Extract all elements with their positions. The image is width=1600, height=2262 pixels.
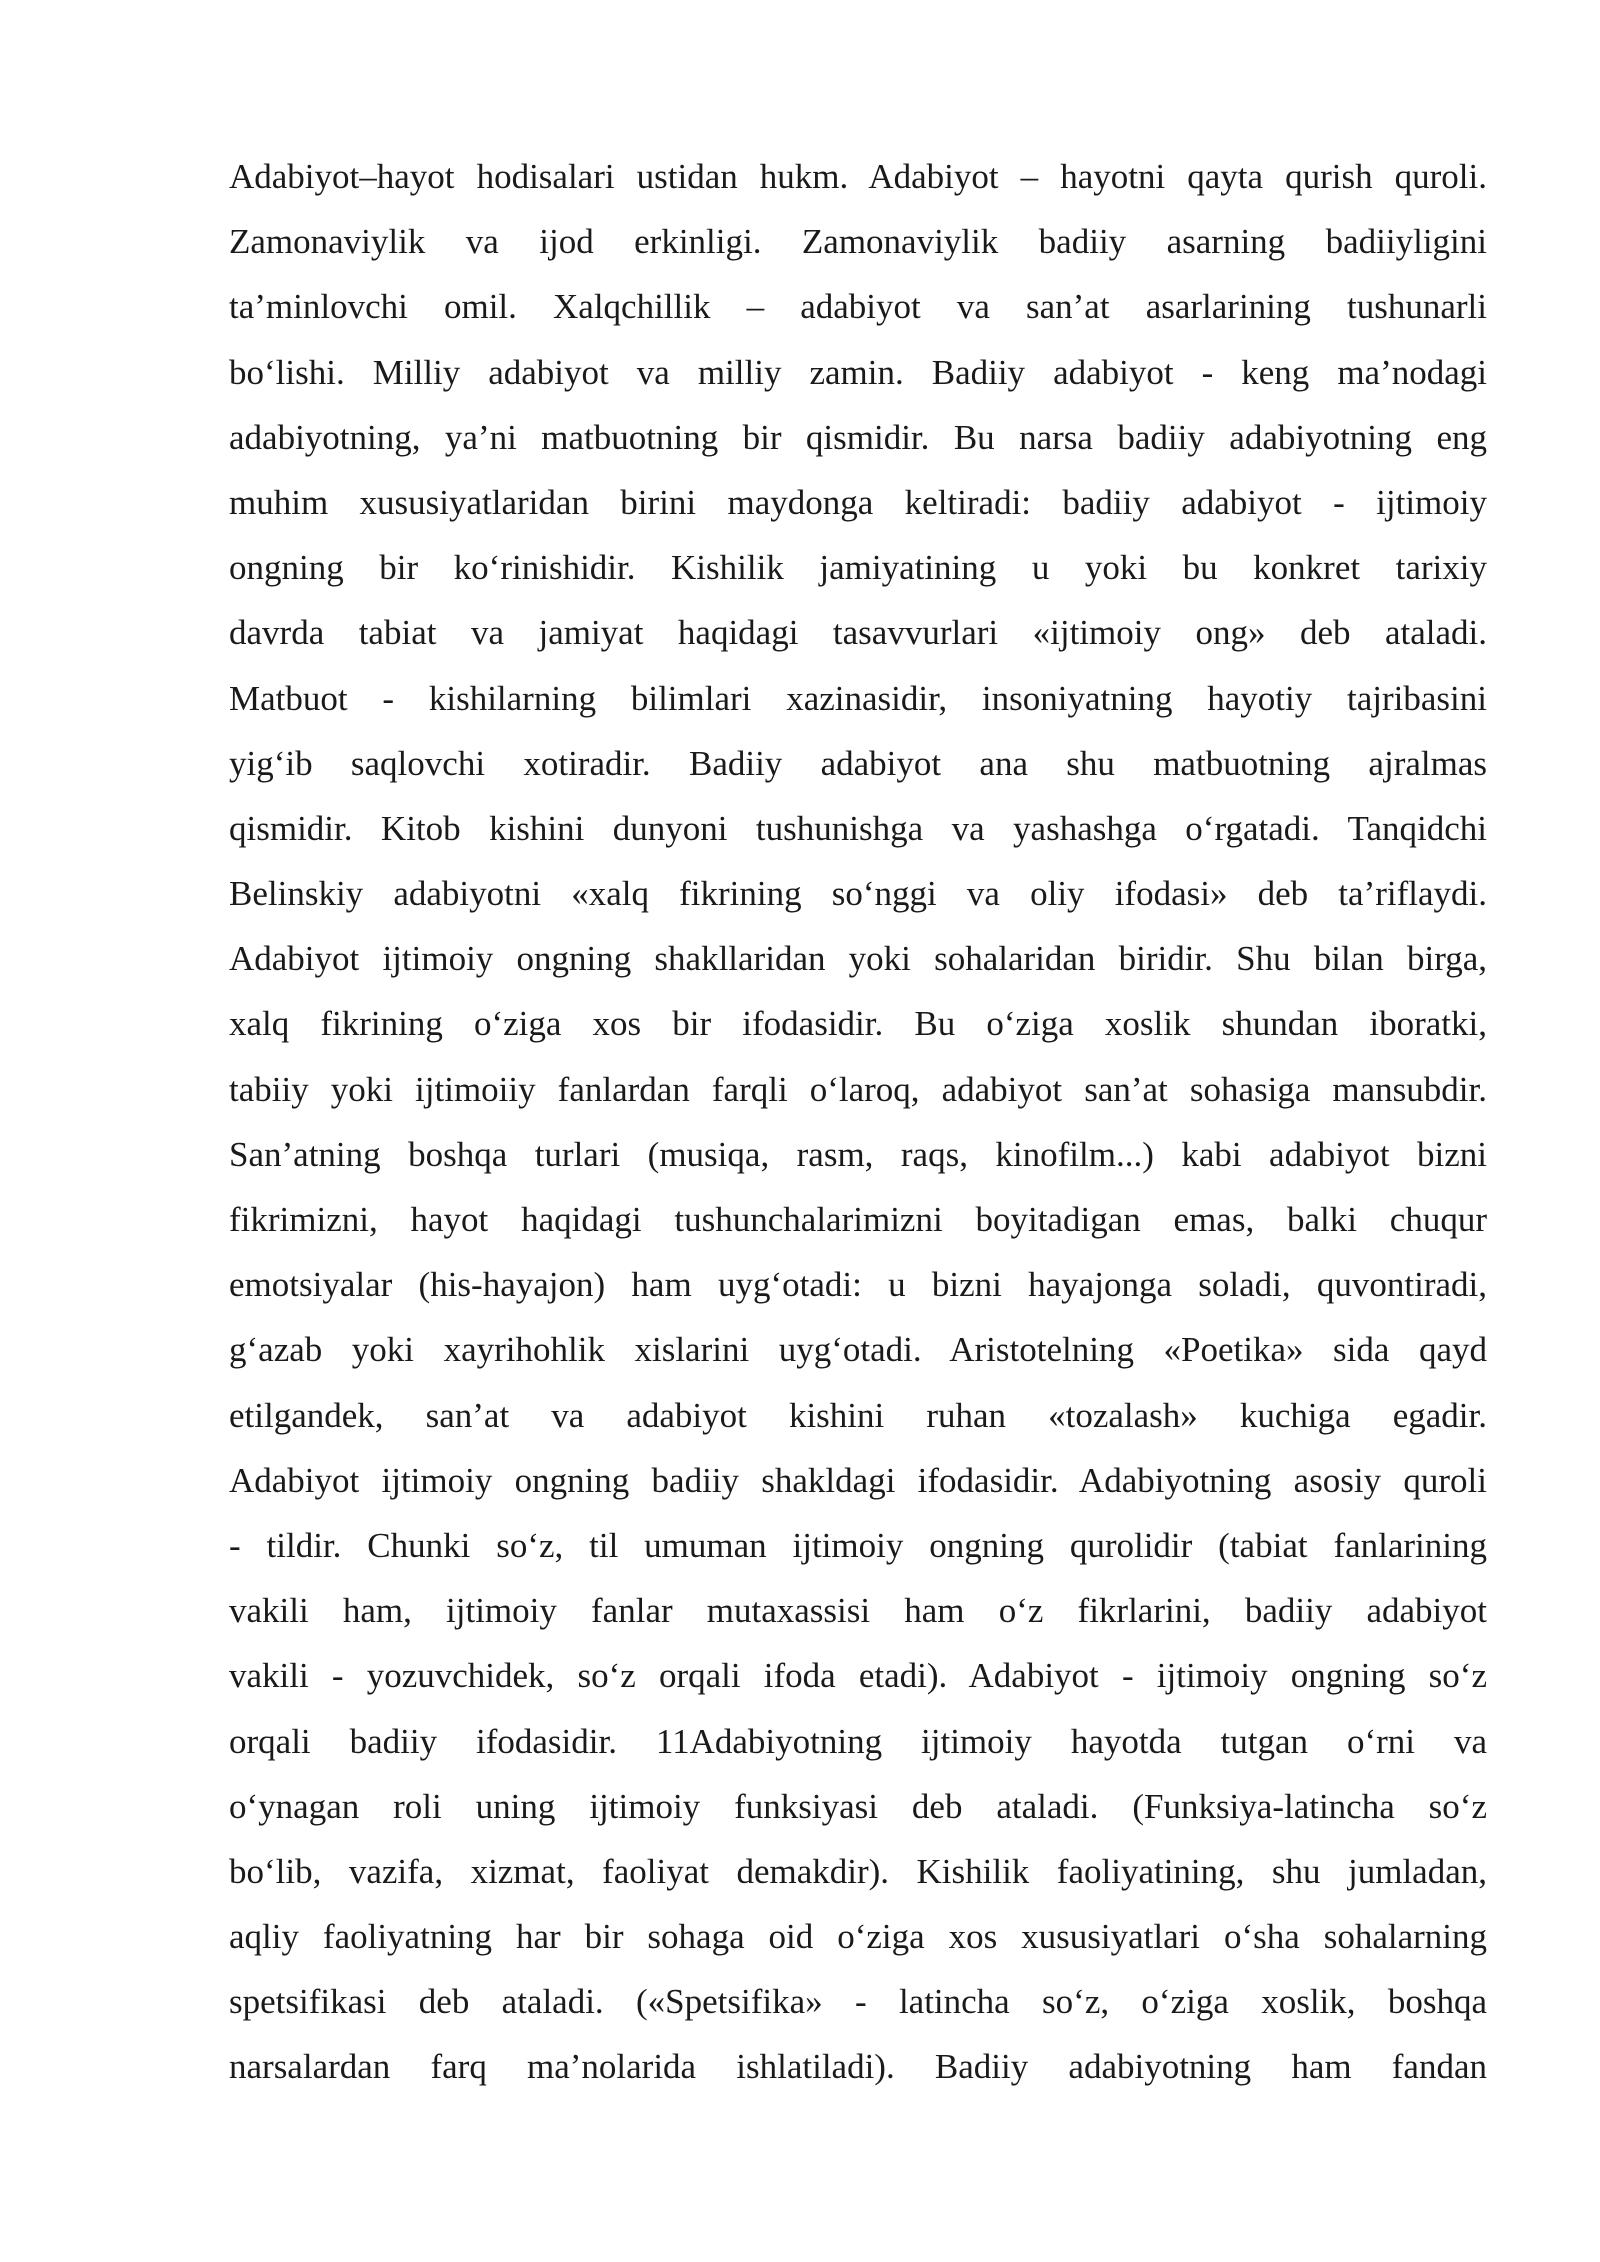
- text-line-12: Belinskiy adabiyotni «xalq fikrining so‘nggi va oliy ifodasi» deb ta’riflaydi.: [229, 874, 1487, 914]
- body-text: [229, 150, 1487, 2106]
- text-line-20: etilgandek, san’at va adabiyot kishini ruhan «tozalash» kuchiga egadir.: [229, 1395, 1487, 1435]
- text-line-6: muhim xususiyatlaridan birini maydonga keltiradi: badiiy adabiyot - ijtimoiy: [229, 482, 1487, 522]
- text-line-14: xalq fikrining o‘ziga xos bir ifodasidir. Bu o‘ziga xoslik shundan iboratki,: [229, 1004, 1487, 1044]
- text-line-16: San’atning boshqa turlari (musiqa, rasm, raqs, kinofilm...) kabi adabiyot bizni: [229, 1134, 1487, 1174]
- text-line-3: ta’minlovchi omil. Xalqchillik – adabiyot va san’at asarlarining tushunarli: [229, 287, 1487, 327]
- text-line-23: vakili ham, ijtimoiy fanlar mutaxassisi ham o‘z fikrlarini, badiiy adabiyot: [229, 1591, 1487, 1631]
- text-line-11: qismidir. Kitob kishini dunyoni tushunishga va yashashga o‘rgatadi. Tanqidchi: [229, 808, 1487, 848]
- text-line-24: vakili - yozuvchidek, so‘z orqali ifoda etadi). Adabiyot - ijtimoiy ongning so‘z: [229, 1656, 1487, 1696]
- text-line-9: Matbuot - kishilarning bilimlari xazinasidir, insoniyatning hayotiy tajribasini: [229, 678, 1487, 718]
- text-line-25: orqali badiiy ifodasidir. 11Adabiyotning ijtimoiy hayotda tutgan o‘rni va: [229, 1721, 1487, 1761]
- text-line-27: bo‘lib, vazifa, xizmat, faoliyat demakdir). Kishilik faoliyatining, shu jumladan,: [229, 1851, 1487, 1891]
- text-line-17: fikrimizni, hayot haqidagi tushunchalarimizni boyitadigan emas, balki chuqur: [229, 1200, 1487, 1239]
- text-line-13: Adabiyot ijtimoiy ongning shakllaridan yoki sohalaridan biridir. Shu bilan birga,: [229, 939, 1487, 979]
- text-line-5: adabiyotning, ya’ni matbuotning bir qismidir. Bu narsa badiiy adabiyotning eng: [229, 417, 1487, 457]
- text-line-15: tabiiy yoki ijtimoiiy fanlardan farqli o‘laroq, adabiyot san’at sohasiga mansubdir.: [229, 1069, 1487, 1109]
- text-line-19: g‘azab yoki xayrihohlik xislarini uyg‘otadi. Aristotelning «Poetika» sida qayd: [229, 1330, 1487, 1370]
- text-line-29: spetsifikasi deb ataladi. («Spetsifika» - latincha so‘z, o‘ziga xoslik, boshqa: [229, 1982, 1487, 2022]
- text-line-21: Adabiyot ijtimoiy ongning badiiy shakldagi ifodasidir. Adabiyotning asosiy quroli: [229, 1460, 1487, 1500]
- text-line-4: bo‘lishi. Milliy adabiyot va milliy zamin. Badiiy adabiyot - keng ma’nodagi: [229, 352, 1487, 392]
- text-line-30: narsalardan farq ma’nolarida ishlatiladi). Badiiy adabiyotning ham fandan: [229, 2047, 1487, 2087]
- text-line-10: yig‘ib saqlovchi xotiradir. Badiiy adabiyot ana shu matbuotning ajralmas: [229, 743, 1487, 783]
- text-line-8: davrda tabiat va jamiyat haqidagi tasavvurlari «ijtimoiy ong» deb ataladi.: [229, 613, 1487, 653]
- text-line-18: emotsiyalar (his-hayajon) ham uyg‘otadi: u bizni hayajonga soladi, quvontiradi,: [229, 1265, 1487, 1305]
- text-line-7: ongning bir ko‘rinishidir. Kishilik jamiyatining u yoki bu konkret tarixiy: [229, 548, 1487, 588]
- text-line-26: o‘ynagan roli uning ijtimoiy funksiyasi deb ataladi. (Funksiya-latincha so‘z: [229, 1786, 1487, 1826]
- text-line-28: aqliy faoliyatning har bir sohaga oid o‘ziga xos xususiyatlari o‘sha sohalarning: [229, 1917, 1487, 1957]
- text-line-1: Adabiyot–hayot hodisalari ustidan hukm. Adabiyot – hayotni qayta qurish quroli.: [229, 157, 1487, 196]
- text-line-2: Zamonaviylik va ijod erkinligi. Zamonaviylik badiiy asarning badiiyligini: [229, 222, 1487, 262]
- text-line-22: - tildir. Chunki so‘z, til umuman ijtimoiy ongning qurolidir (tabiat fanlarining: [229, 1525, 1487, 1565]
